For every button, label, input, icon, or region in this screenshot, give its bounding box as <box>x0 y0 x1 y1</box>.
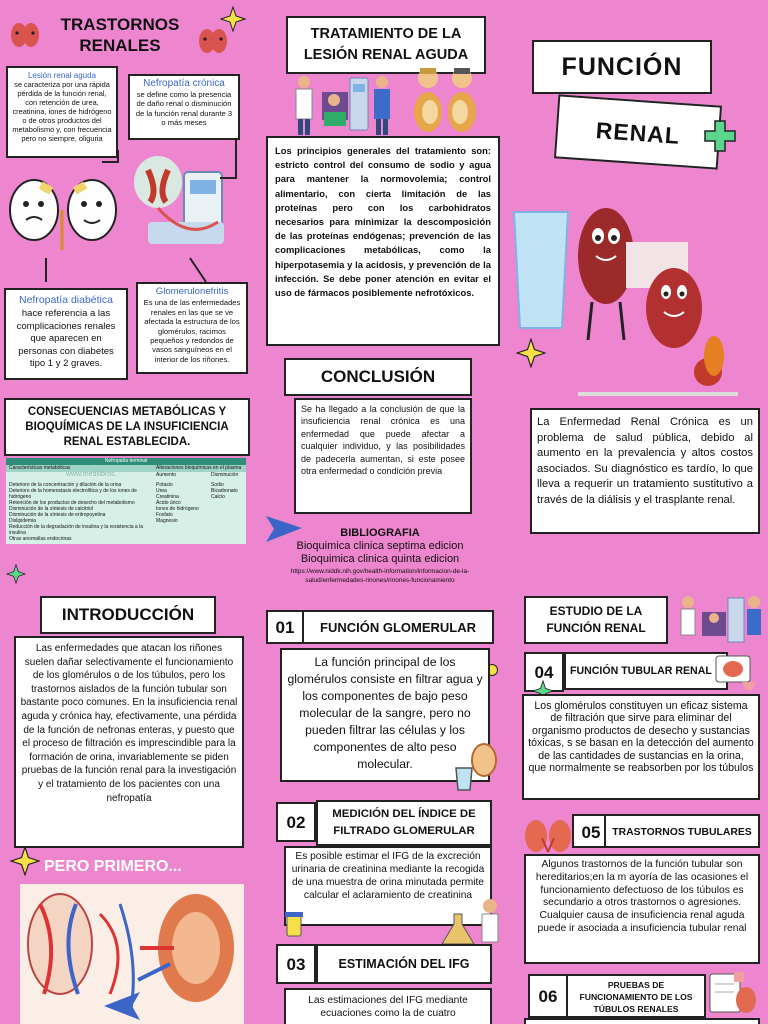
s02-number: 02 <box>286 813 306 832</box>
nefropatia-cronica-title: Nefropatía crónica <box>143 78 225 89</box>
table-disminucion-col <box>211 482 246 542</box>
nefropatia-diabetica-text: hace referencia a las complicaciones renales que aparecen en personas con diabetes tipo 1 y 2 graves. <box>16 308 116 370</box>
kidney-icon <box>522 818 574 854</box>
conclusion-text-box <box>294 398 472 514</box>
s04-title-box <box>564 652 728 690</box>
s05-text-box <box>524 854 760 964</box>
table-cell: Dislipidemia <box>9 518 36 524</box>
s02-title-box <box>316 800 492 846</box>
kidney-monitor-icon <box>712 652 762 692</box>
s04-text: Los glomérulos constituyen un eficaz sistema de filtración que sirve para eliminar del organismo productos de desecho y sustancias tóxicas, s se basan en la detección del aumento de las cantidades de sustancias en la orina, que normalmente se reabsorben por los túbulos <box>528 700 754 775</box>
nefropatia-diabetica-title: Nefropatía diabética <box>19 294 113 306</box>
glomerulonefritis-title: Glomerulonefritis <box>155 286 229 297</box>
table-cell: Bicarbonato <box>211 488 238 494</box>
conclusion-title: CONCLUSIÓN <box>320 367 436 386</box>
table-watermark: www.medilibros. <box>66 471 117 478</box>
s03-number: 03 <box>286 955 306 974</box>
s02-title: MEDICIÓN DEL ÍNDICE DE FILTRADO GLOMERULAR <box>332 808 476 837</box>
table-cell: Fosfato <box>156 512 173 518</box>
lab-scientist-illustration <box>440 894 504 950</box>
s04-number: 04 <box>534 663 554 682</box>
bibliografia-url[interactable]: https://www.niddk.nih.gov/health-information/informacion-de-la-salud/enfermedades-rinones/rinones-funcionamiento <box>290 568 470 584</box>
table-sub-disminucion: Disminución <box>211 472 239 478</box>
s06-number: 06 <box>538 987 558 1006</box>
s06-number-box <box>528 974 568 1018</box>
renal-title: RENAL <box>595 117 681 149</box>
table-cell: Disminución de la síntesis de calcitriol <box>9 506 94 512</box>
funcion-title: FUNCIÓN <box>561 53 683 81</box>
bibliografia-title: BIBLIOGRAFIA <box>340 527 420 539</box>
estudio-title-box <box>524 596 668 644</box>
s05-title-box <box>604 814 760 848</box>
nefropatia-diabetica-card <box>4 288 128 380</box>
table-caption: Nefropatía terminal <box>6 458 246 465</box>
consecuencias-title: CONSECUENCIAS METABÓLICAS Y BIOQUÍMICAS DE LA INSUFICIENCIA RENAL ESTABLECIDA. <box>25 406 229 448</box>
estudio-title: ESTUDIO DE LA FUNCIÓN RENAL <box>546 604 646 635</box>
s05-number-box <box>572 814 608 848</box>
s06-text-box <box>524 1018 760 1024</box>
medical-staff-illustration <box>290 72 400 138</box>
s01-title-box <box>302 610 494 644</box>
table-cell: Ácido úrico <box>156 500 181 506</box>
s03-title: ESTIMACIÓN DEL IFG <box>338 957 470 971</box>
glomerulonefritis-card <box>136 282 248 374</box>
s05-title: TRASTORNOS TUBULARES <box>612 827 752 838</box>
conclusion-text: Se ha llegado a la conclusión de que la insuficiencia renal crónica es una enfermedad que puede afectar a cualquier individuo, y las posibilidades de padecerla aumentan, si este posee otra enfermedad o condición previa <box>301 404 465 477</box>
table-header-col2: Alteraciones bioquímicas en el plasma <box>156 465 242 471</box>
s02-number-box <box>276 802 316 842</box>
medical-staff-illustration <box>676 594 764 648</box>
lesion-aguda-title: Lesión renal aguda <box>27 71 97 80</box>
table-aumento-col <box>156 482 211 542</box>
table-cell: Deterioro de la concentración y dilución de la orina <box>9 482 122 488</box>
introduccion-title: INTRODUCCIÓN <box>61 605 195 624</box>
consecuencias-title-box <box>4 398 250 456</box>
funcion-title-box <box>532 40 712 94</box>
table-cell: Iones de hidrógeno <box>156 506 199 512</box>
tratamiento-title: TRATAMIENTO DE LA LESIÓN RENAL AGUDA <box>303 26 469 63</box>
trastornos-title-line1: TRASTORNOS <box>60 15 180 34</box>
arrow-icon <box>100 988 144 1024</box>
kidney-glass-icon <box>452 742 498 792</box>
connector-lines <box>0 0 260 300</box>
s03-text: Las estimaciones del IFG mediante ecuaciones como la de cuatro <box>308 995 468 1019</box>
star-icon <box>6 564 26 584</box>
s06-title: PRUEBAS DE FUNCIONAMIENTO DE LOS TÚBULOS RENALES <box>579 980 693 1014</box>
table-cell: Calcio <box>211 494 225 500</box>
bibliografia-line1: Bioquimica clinica septima edicion <box>296 540 464 552</box>
table-cell: Retención de los productos de desecho del metabolismo <box>9 500 135 506</box>
funcion-text-box <box>530 408 760 534</box>
kidney-holders-illustration <box>410 64 482 136</box>
s03-title-box <box>316 944 492 984</box>
table-header-col1: Características metabólicas <box>9 465 71 471</box>
nefropatia-cronica-text: se define como la presencia de daño renal o disminución de la función renal durante 3 o más meses <box>135 90 233 127</box>
table-cell: Deterioro de la homeostasis electrolítica y de los iones de hidrógeno <box>9 488 137 500</box>
s01-text: La función principal de los glomérulos consiste en filtrar agua y los componentes de bajo peso molecular de la sangre, pero no pueden filtrar las células y los componentes de alto peso molecular. <box>287 655 483 771</box>
s05-number: 05 <box>581 823 601 842</box>
table-cell: Disminución de la síntesis de eritropoyetina <box>9 512 106 518</box>
s02-text: Es posible estimar el IFG de la excreción urinaria de creatinina mediante la recogida de una muestra de orina minutada permite calcular el aclaramiento de creatinina <box>291 851 485 901</box>
s04-text-box <box>522 694 760 800</box>
star-icon <box>10 846 40 876</box>
glomerulonefritis-text: Es una de las enfermedades renales en las que se ve afectada la estructura de los glomérulos, racimos pequeños y redondos de vasos sanguíneos en el interior de los riñones. <box>143 298 241 364</box>
s01-number-box <box>266 610 304 644</box>
s05-text: Algunos trastornos de la función tubular son hereditarios;en la m ayoría de las ocasiones el funcionamiento defectuoso de los túbulos es secundario a otros trastornos o agresiones. Cualquier causa de insuficiencia renal aguda puede ir asociada a insuficiencia tubular renal <box>535 859 749 934</box>
table-cell: Reducción de la degradación de insulina y la resistencia a la insulina <box>9 524 143 536</box>
table-cell: Potasio <box>156 482 173 488</box>
s06-title-box <box>566 974 706 1018</box>
s03-text-box <box>284 988 492 1024</box>
tratamiento-text-box <box>266 136 500 346</box>
pero-primero-label: PERO PRIMERO... <box>44 858 182 875</box>
s01-number: 01 <box>275 618 295 637</box>
introduccion-text-box <box>14 636 244 848</box>
urine-sample-icon <box>284 912 304 938</box>
introduccion-title-box <box>40 596 216 634</box>
table-cell: Sodio <box>211 482 224 488</box>
table-sub-aumento: Aumento <box>156 472 177 478</box>
table-cell: Urea <box>156 488 167 494</box>
renal-title-box <box>554 94 722 169</box>
funcion-text: La Enfermedad Renal Crónica es un problema de salud pública, debido al aumento en la prevalencia y altos costos asociados. Su diagnóstico es tardío, lo que lleva a requerir un tratamiento sustitutivo a través de la diálisis y el trasplante renal. <box>537 416 753 506</box>
table-cell: Otras anomalías endocrinas <box>9 536 72 542</box>
lesion-aguda-text: se caracteriza por una rápida pérdida de la función renal, con retención de urea, creatinina, iones de hidrógeno o de otros productos del metabolismo y, con frecuencia pero no siempre, oliguria <box>12 80 112 143</box>
table-rows-col <box>6 482 156 542</box>
introduccion-text: Las enfermedades que atacan los riñones suelen dañar selectivamente el funcionamiento de los glomérulos o de los túbulos, pero los trastornos aislados de la función tubular son bastante poco comunes. En la insuficiencia renal aguda y crónica hay, efectivamente, una pérdida de la función de nefronas enteras, y puesto que el proceso de filtración es imprescindible para la formación de orina, invariablemente se piden pruebas de la función renal para la investigación y el tratamiento de los pacientes con una nefropatía <box>20 643 238 804</box>
s03-number-box <box>276 944 316 984</box>
plus-icon <box>704 120 736 152</box>
consecuencias-table <box>6 458 246 544</box>
bibliografia-block <box>262 526 498 585</box>
bibliografia-line2: Bioquimica clinica quinta edicion <box>300 553 460 565</box>
s01-title: FUNCIÓN GLOMERULAR <box>320 620 476 635</box>
conclusion-title-box <box>284 358 472 396</box>
star-icon <box>516 338 546 368</box>
kidney-report-icon <box>704 970 760 1018</box>
table-cell: Creatinina <box>156 494 179 500</box>
s04-title: FUNCIÓN TUBULAR RENAL <box>570 665 712 677</box>
tratamiento-text: Los principios generales del tratamiento son: estricto control del consumo de sodio y agua para mantener la normovolemia; control alimentario, con cierta limitación de las proteínas pero con los carbohidratos necesarios para minimizar la descomposición de las proteínas endógenas; prevención de las complicaciones metabólicas, como la hiperpotasemia y la acidosis, y prevención de la infección. Se debe poner atención en evitar el uso de fármacos posiblemente nefrotóxicos. <box>275 145 491 299</box>
trastornos-title-line2: RENALES <box>79 36 161 55</box>
table-cell: Magnesio <box>156 518 178 524</box>
